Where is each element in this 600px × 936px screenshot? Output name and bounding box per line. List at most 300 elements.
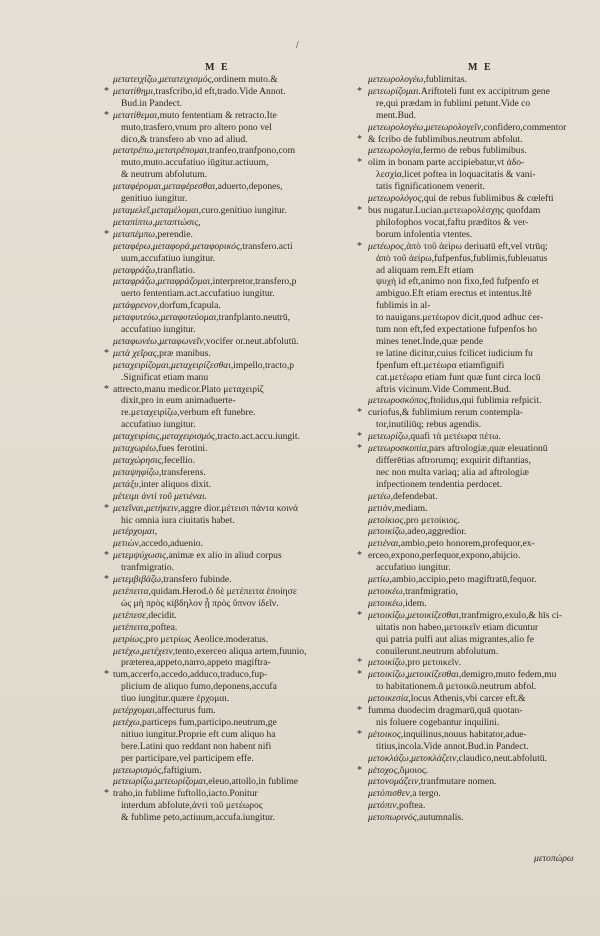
- greek-lemma: μέτοικος,: [368, 728, 404, 740]
- greek-lemma: μετεωρίζω,μετεωρίζομαι,: [113, 776, 209, 788]
- latin-gloss: dico,& transfero ab vno ad aliud.: [121, 133, 248, 145]
- entry-line: [113, 122, 313, 134]
- latin-gloss: poftea.: [398, 800, 426, 812]
- latin-gloss: interpretor,transfero,p: [212, 276, 297, 288]
- entry-line: [113, 681, 313, 693]
- greek-lemma: μετέπειτα,: [113, 585, 151, 597]
- dictionary-entry: [113, 646, 313, 670]
- marginal-asterisk: *: [357, 85, 362, 97]
- latin-gloss: accufatiuo iungitur.: [376, 562, 451, 574]
- entry-line: [113, 348, 313, 360]
- greek-lemma: μετέρχομαι,: [113, 705, 158, 717]
- marginal-asterisk: *: [104, 109, 109, 121]
- latin-gloss: accufatiuo iungitur.: [121, 419, 196, 431]
- entry-line: [113, 622, 313, 634]
- entry-line: [368, 503, 563, 515]
- latin-gloss: ment.Bud.: [376, 109, 416, 121]
- dictionary-entry: [113, 217, 313, 229]
- entry-line: [368, 538, 563, 550]
- entry-line: [113, 776, 313, 788]
- entry-line: [368, 384, 563, 396]
- latin-gloss: & neutrum abfolutum.: [121, 169, 208, 181]
- latin-gloss: cat.μετέωρα etiam funt quæ funt circa locū: [376, 371, 541, 383]
- marginal-asterisk: *: [104, 85, 109, 97]
- greek-lemma: μετέχω,: [113, 716, 143, 728]
- dictionary-entry: [357, 407, 563, 431]
- latin-gloss: olim in bonam parte accipiebatur,vt ἀδο-: [368, 157, 525, 169]
- latin-gloss: animæ ex alio in aliud corpus: [168, 550, 282, 562]
- latin-gloss: muto,trasfero,vnum pro altero pono vel: [121, 121, 272, 133]
- entry-line: [368, 693, 563, 705]
- greek-lemma: μετατίθημι,: [113, 85, 156, 97]
- latin-gloss: hic omnia iura ciuitatis habet.: [121, 514, 235, 526]
- greek-lemma: μετέπεσε,: [113, 609, 149, 621]
- latin-gloss: tranfeo,tranfpono,com: [209, 145, 296, 157]
- entry-line: [368, 741, 563, 753]
- entry-line: [113, 169, 313, 181]
- greek-lemma: μετρίως,: [113, 633, 146, 645]
- latin-gloss: bus nugatur.Lucian.μετεωρολέσχης quofdam: [368, 204, 541, 216]
- dictionary-entry: [357, 764, 563, 777]
- latin-gloss: aggre dior.μέτεισι πάντα κοινά: [180, 502, 299, 514]
- marginal-asterisk: *: [357, 728, 362, 740]
- entry-line: [113, 229, 313, 241]
- dictionary-entry: [357, 431, 563, 443]
- latin-gloss: ψυχὴ id eft,animo non fixo,fed fufpenfo et: [376, 276, 539, 288]
- greek-lemma: μεταφράζω,μεταφράζομαι,: [113, 276, 213, 288]
- entry-line: [368, 634, 563, 646]
- entry-line: [113, 657, 313, 669]
- entry-line: [368, 598, 563, 610]
- latin-gloss: locus Athenis,vbi carcer eft.&: [410, 693, 526, 705]
- dictionary-entry: [357, 728, 563, 753]
- greek-lemma: μετάφρενον,: [113, 300, 160, 312]
- entry-line: [368, 336, 563, 348]
- latin-gloss: differētias aftrorumq; exquirit diftantias,: [376, 455, 531, 466]
- entry-line: [113, 276, 313, 288]
- entry-line: [113, 265, 313, 277]
- latin-gloss: pro μετοικεῖν.: [407, 657, 462, 669]
- entry-line: [113, 800, 313, 812]
- marginal-asterisk: *: [357, 133, 362, 145]
- entry-line: [368, 324, 563, 336]
- dictionary-entry: [368, 395, 563, 407]
- latin-gloss: uitatis non habeo,μετοικεῖν etiam dicuntur: [376, 621, 539, 633]
- latin-gloss-tail: fignifi: [480, 359, 505, 371]
- greek-lemma: μετοπωρινός,: [368, 812, 420, 824]
- marginal-asterisk: *: [357, 204, 362, 216]
- greek-lemma: μετέρχομαι,: [113, 526, 158, 538]
- dictionary-entry: [113, 360, 313, 384]
- latin-gloss: tranfmutare nomen.: [420, 776, 497, 788]
- entry-line: [368, 622, 563, 634]
- greek-lemma: μετεωρίζομαι.: [368, 85, 421, 97]
- dictionary-entry: [104, 788, 313, 824]
- entry-line: [113, 598, 313, 610]
- greek-lemma: μετεωρολογία,: [368, 145, 423, 157]
- latin-gloss: per participare,vel participem effe.: [121, 752, 254, 764]
- greek-lemma: μετιέναι,: [368, 538, 401, 550]
- latin-gloss: impello,tracto,p: [233, 359, 295, 371]
- entry-line: [368, 98, 563, 110]
- entry-line: [368, 253, 563, 265]
- dictionary-entry: [113, 241, 313, 265]
- greek-lemma: μετεωρολογέω,: [368, 74, 426, 85]
- dictionary-entry: [113, 586, 313, 610]
- entry-line: [113, 384, 313, 396]
- latin-gloss: aftris vicinum.Vide Comment.Bud.: [376, 383, 512, 395]
- entry-line: [368, 157, 563, 169]
- entry-line: [368, 431, 563, 443]
- latin-gloss: autumnalis.: [419, 812, 464, 824]
- dictionary-entry: [357, 657, 563, 669]
- greek-lemma: μεταχειρίζομαι,μεταχειρίζεσθαι,: [113, 359, 234, 371]
- entry-line: [368, 229, 563, 241]
- latin-gloss: tum,accerfo,accedo,adduco,traduco,fup-: [113, 669, 268, 681]
- marginal-asterisk: *: [357, 657, 362, 669]
- dictionary-entry: [113, 491, 313, 503]
- dictionary-entry: [357, 550, 563, 574]
- latin-gloss: transferens.: [161, 466, 206, 478]
- entry-line: [368, 467, 563, 479]
- entry-line: [113, 550, 313, 562]
- entry-line: [113, 407, 313, 419]
- entry-line: [368, 265, 563, 277]
- dictionary-entry: [113, 610, 313, 622]
- dictionary-entry: [104, 228, 313, 241]
- latin-gloss: re.μεταχειρίζω,: [121, 407, 180, 419]
- marginal-asterisk: *: [357, 407, 362, 419]
- latin-gloss: to nauigans.μετέωρον dicit,quod adhuc cer-: [376, 312, 544, 324]
- greek-lemma: μετιὼν,: [113, 538, 142, 550]
- entry-line: [113, 467, 313, 479]
- entry-line: [368, 181, 563, 193]
- entry-line: [368, 312, 563, 324]
- dictionary-entry: [113, 538, 313, 550]
- entry-line: [113, 693, 313, 705]
- latin-gloss: borum infolentia vtentes.: [376, 228, 473, 240]
- entry-line: [113, 145, 313, 157]
- entry-line: [368, 134, 563, 146]
- dictionary-entry: [357, 133, 563, 146]
- greek-lemma: μετεωρολογέω,μετεωρολογεῖν,: [368, 121, 484, 133]
- entry-line: [368, 705, 563, 717]
- latin-gloss: idem.: [405, 597, 427, 609]
- entry-line: [368, 646, 563, 658]
- dictionary-entry: [113, 312, 313, 336]
- latin-gloss: tiuo iungitur.quære ἐρχομαι.: [121, 693, 230, 705]
- latin-gloss: ἀπὸ τοῦ ἀείρω deriuatū eft,vel vtrūq;: [406, 240, 548, 252]
- latin-gloss: dorfum,fcapula.: [159, 300, 221, 312]
- entry-line: [113, 669, 313, 681]
- entry-line: [113, 312, 313, 324]
- entry-line: [368, 788, 563, 800]
- entry-line: [113, 217, 313, 229]
- right-column: [357, 74, 567, 824]
- greek-lemma: μετοίκιος,: [368, 514, 406, 526]
- latin-gloss: demigro,muto fedem,mu: [461, 669, 557, 681]
- dictionary-entry: [368, 503, 563, 515]
- latin-gloss: plicium de aliquo fumo,deponens,accufa: [121, 681, 277, 693]
- greek-lemma: μεταφωνέω,μεταφωνεῖν,: [113, 335, 206, 347]
- dictionary-entry: [113, 181, 313, 205]
- entry-line: [368, 74, 563, 86]
- dictionary-entry: [104, 502, 313, 527]
- entry-line: [368, 348, 563, 360]
- latin-gloss: tranfmigratio.: [121, 562, 175, 574]
- latin-gloss: inter aliquos dixit.: [140, 478, 212, 490]
- greek-lemma: μετονομάζειν,: [368, 776, 421, 788]
- dictionary-entry: [104, 574, 313, 586]
- entry-line: [368, 800, 563, 812]
- latin-gloss: tranfmigratio,: [405, 585, 459, 597]
- entry-line: [368, 86, 563, 98]
- dictionary-entry: [368, 586, 563, 598]
- greek-lemma: μετοικέω,: [368, 597, 406, 609]
- entry-line: [368, 407, 563, 419]
- entry-line: [368, 419, 563, 431]
- dictionary-entry: [113, 265, 313, 277]
- dictionary-entry: [113, 431, 313, 443]
- greek-lemma: μετεμβιβάζω,: [113, 574, 164, 586]
- latin-gloss: nis foluere cogebantur inquilini.: [376, 716, 500, 728]
- greek-lemma: μεταφέρομαι,μεταφέρεσθαι,: [113, 181, 218, 193]
- greek-lemma: μετεωρίζω,: [368, 431, 411, 443]
- entry-line: [368, 515, 563, 527]
- latin-gloss: titius,incola.Vide annot.Bud.in Pandect.: [376, 740, 529, 752]
- entry-line: [113, 812, 313, 824]
- entry-line: [113, 503, 313, 515]
- latin-gloss: ftolidus,qui fublimia refpicit.: [430, 395, 542, 407]
- dictionary-entry: [113, 276, 313, 300]
- greek-lemma: μεταπέμπω,: [113, 228, 158, 240]
- dictionary-entry: [113, 717, 313, 765]
- entry-line: [368, 574, 563, 586]
- entry-line: [368, 562, 563, 574]
- latin-gloss: fublimitas.: [425, 74, 467, 85]
- entry-line: [113, 98, 313, 110]
- greek-lemma: μεταμελεῖ,μεταμέλομαι,: [113, 204, 202, 216]
- greek-lemma: μετέπειτα,: [113, 621, 151, 633]
- dictionary-entry: [368, 145, 563, 157]
- entry-line: [113, 729, 313, 741]
- latin-gloss: tum non eft,fed expectatione fufpenfos ho: [376, 324, 537, 336]
- entry-line: [368, 205, 563, 217]
- latin-gloss: inquilinus,nouus habitator,adue-: [403, 728, 527, 740]
- dictionary-entry: [368, 193, 563, 205]
- latin-gloss: to habitationem.ἃ μετοικῶ.neutrum abfol.: [376, 681, 537, 693]
- greek-lemma: μεταφυτεύω,μεταφυτεύομαι,: [113, 312, 219, 324]
- dictionary-entry: [357, 669, 563, 693]
- latin-gloss: & fcribo de fublimibus.neutrum abfolut.: [368, 133, 523, 145]
- latin-gloss: nec non multa variaq; alia ad aftrologiæ: [376, 466, 529, 478]
- latin-gloss: poftea.: [150, 621, 178, 633]
- entry-line: [368, 443, 563, 455]
- latin-gloss: fues ferotini.: [158, 443, 208, 455]
- latin-gloss: pro μετοίκιος.: [405, 514, 460, 526]
- entry-line: [113, 515, 313, 527]
- entry-line: [368, 526, 563, 538]
- dictionary-entry: [113, 455, 313, 467]
- latin-gloss: adeo,aggredior.: [407, 526, 467, 538]
- entry-line: [113, 431, 313, 443]
- latin-gloss: accedo,aduenio.: [141, 538, 203, 550]
- latin-gloss: trasfcribo,id eft,trado.Vide Annot.: [155, 85, 286, 97]
- latin-gloss: decidit.: [148, 609, 177, 621]
- latin-gloss: curiofus,& fublimium rerum contempla-: [368, 407, 524, 419]
- latin-gloss: vocifer or.neut.abfolutū.: [205, 335, 299, 347]
- entry-line: [113, 336, 313, 348]
- latin-gloss: philofophos vocat,faftu prædítos & ver-: [376, 216, 529, 228]
- greek-lemma: μετὰ χεῖρας,: [113, 347, 160, 359]
- entry-line: [113, 419, 313, 431]
- entry-line: [113, 491, 313, 503]
- greek-lemma: μετατίθεμαι,: [113, 109, 160, 121]
- latin-gloss: transfero.acti: [242, 240, 293, 252]
- entry-line: [113, 443, 313, 455]
- marginal-asterisk: *: [104, 788, 109, 800]
- dictionary-entry: [368, 788, 563, 800]
- greek-lemma: μετοικίζω,: [368, 526, 408, 538]
- latin-gloss: re latine dicitur,cuius fcilicet iudicium fu: [376, 347, 533, 359]
- entry-line: [113, 395, 313, 407]
- latin-gloss: fermo de rebus fublimibus.: [422, 145, 527, 157]
- entry-line: [113, 717, 313, 729]
- entry-line: [113, 586, 313, 598]
- latin-gloss: quafi τὰ μετέωρα πέτω.: [410, 431, 501, 443]
- dictionary-entry: [113, 467, 313, 479]
- latin-gloss: ad aliquam rem.Eft etiam: [376, 264, 474, 276]
- entry-line: [368, 681, 563, 693]
- marginal-asterisk: *: [357, 669, 362, 681]
- latin-gloss: conuilerunt.neutrum abfolutum.: [376, 645, 499, 657]
- entry-line: [368, 193, 563, 205]
- latin-gloss: mines tenet.Inde: [376, 335, 440, 347]
- entry-line: [113, 134, 313, 146]
- entry-line: [368, 241, 563, 253]
- dictionary-entry: [104, 109, 313, 146]
- marginal-asterisk: *: [104, 669, 109, 681]
- latin-gloss: & fublime peto,actiuum,accufa.iungitur.: [121, 812, 275, 824]
- dictionary-entry: [357, 240, 563, 396]
- entry-line: [368, 300, 563, 312]
- greek-lemma: μετατειχίζω,μετατειχισμός,: [113, 74, 214, 85]
- dictionary-entry: [368, 538, 563, 550]
- dictionary-entry: [368, 574, 563, 586]
- entry-line: [113, 574, 313, 586]
- dictionary-entry: [368, 753, 563, 765]
- latin-gloss: a tergo.: [412, 788, 441, 800]
- greek-lemma: μετόπιν,: [368, 800, 399, 812]
- greek-lemma: μετέχω,μετέχειν,: [113, 645, 176, 657]
- dictionary-entry: [368, 693, 563, 705]
- dictionary-entry: [104, 347, 313, 360]
- latin-gloss: interdum abfolute,ἀντὶ τοῦ μετέωρος: [121, 800, 263, 812]
- dictionary-entry: [104, 669, 313, 705]
- greek-lemma: μετιὸν,: [368, 502, 395, 514]
- latin-gloss: defendebat.: [392, 490, 438, 502]
- dictionary-entry: [104, 383, 313, 432]
- latin-gloss: eleuo,attollo,in fublime: [208, 776, 299, 788]
- entry-line: [113, 610, 313, 622]
- entry-line: [113, 288, 313, 300]
- latin-gloss: .Significat etiam manu: [121, 371, 209, 383]
- latin-gloss: tatis fignificationem venerit.: [376, 181, 485, 193]
- entry-line: [368, 491, 563, 503]
- entry-line: [368, 169, 563, 181]
- marginal-asterisk: *: [104, 574, 109, 586]
- entry-line: [368, 360, 563, 372]
- entry-line: [113, 372, 313, 384]
- latin-gloss: perendie.: [157, 228, 193, 240]
- greek-lemma: μετεμψύχωσις,: [113, 550, 169, 562]
- entry-line: [113, 205, 313, 217]
- dictionary-entry: [113, 443, 313, 455]
- latin-gloss: ὡς μὴ πρὸς κίβδηλον ᾖ πρὸς ὕπνον ἰδεῖν.: [121, 597, 279, 609]
- marginal-asterisk: *: [357, 240, 362, 252]
- greek-lemma: μετεωροσκόπος,: [368, 395, 431, 407]
- greek-lemma: μετίω,: [368, 574, 392, 586]
- entry-line: [368, 610, 563, 622]
- greek-lemma: μετόπισθεν,: [368, 788, 413, 800]
- latin-gloss: muto,muto.accufatiuo iūgitur.actiuum,: [121, 157, 269, 169]
- latin-gloss: ὅμοιος.: [399, 764, 429, 776]
- entry-line: [368, 717, 563, 729]
- dictionary-entry: [357, 204, 563, 241]
- latin-gloss: præterea,appeto,narro,appeto magiftra-: [121, 657, 271, 669]
- greek-lemma: μετοικεσία,: [368, 693, 411, 705]
- marginal-asterisk: *: [104, 383, 109, 395]
- entry-line: [368, 753, 563, 765]
- latin-gloss: aduerto,depones,: [217, 181, 283, 193]
- latin-gloss: transfero fubinde.: [163, 574, 232, 586]
- entry-line: [368, 669, 563, 681]
- latin-gloss: faftigium.: [163, 764, 202, 776]
- greek-lemma: μετοικέω,: [368, 585, 406, 597]
- latin-gloss: λεσχία,licet poftea in loquacitatis & vani-: [376, 169, 536, 181]
- latin-gloss: ambiguo.Eft etiam erectus et intentus.Itē: [376, 288, 532, 300]
- latin-gloss: fublimis in al-: [376, 300, 431, 312]
- latin-gloss: bere.Latini quo reddant non habent nifi: [121, 740, 272, 752]
- entry-line: [113, 479, 313, 491]
- latin-gloss: attrecto,manu medicor.Plato μεταχειρίζ: [113, 383, 264, 395]
- entry-line: [113, 455, 313, 467]
- greek-lemma: μετέωρος,: [368, 240, 407, 252]
- latin-gloss: tor,inutiliūq; rebus agendis.: [376, 419, 482, 431]
- dictionary-entry: [113, 705, 313, 717]
- greek-lemma: μεταφράζω,: [113, 264, 158, 276]
- catchword: μετοπώρω: [534, 853, 574, 864]
- dictionary-entry: [104, 85, 313, 110]
- greek-lemma: μεταφέρω,μεταφορά,μεταφορικός,: [113, 240, 243, 252]
- latin-gloss: fecellio.: [163, 455, 196, 466]
- greek-lemma: μετατρέπω,μετατρέπομαι,: [113, 145, 210, 157]
- latin-gloss: traho,in fublime fuftollo,iacto.Ponitur: [113, 788, 258, 800]
- entry-line: [368, 550, 563, 562]
- latin-gloss: erceo,expono,perfequor,expono,abijcio.: [368, 550, 521, 562]
- latin-gloss: ambio,accipio,peto magiftratū,fequor.: [391, 574, 537, 586]
- latin-gloss: præ manibus.: [159, 347, 211, 359]
- entry-line: [368, 657, 563, 669]
- entry-line: [113, 300, 313, 312]
- latin-gloss: fumma duodecim dragmarū,quā quotan-: [368, 705, 523, 717]
- marginal-asterisk: *: [357, 550, 362, 562]
- marginal-asterisk: *: [357, 609, 362, 621]
- latin-gloss-tail: verbum eft funebre.: [179, 407, 256, 419]
- greek-lemma: μετοικίζω,: [368, 657, 408, 669]
- marginal-asterisk: *: [357, 431, 362, 443]
- latin-gloss: mediam.: [394, 502, 428, 514]
